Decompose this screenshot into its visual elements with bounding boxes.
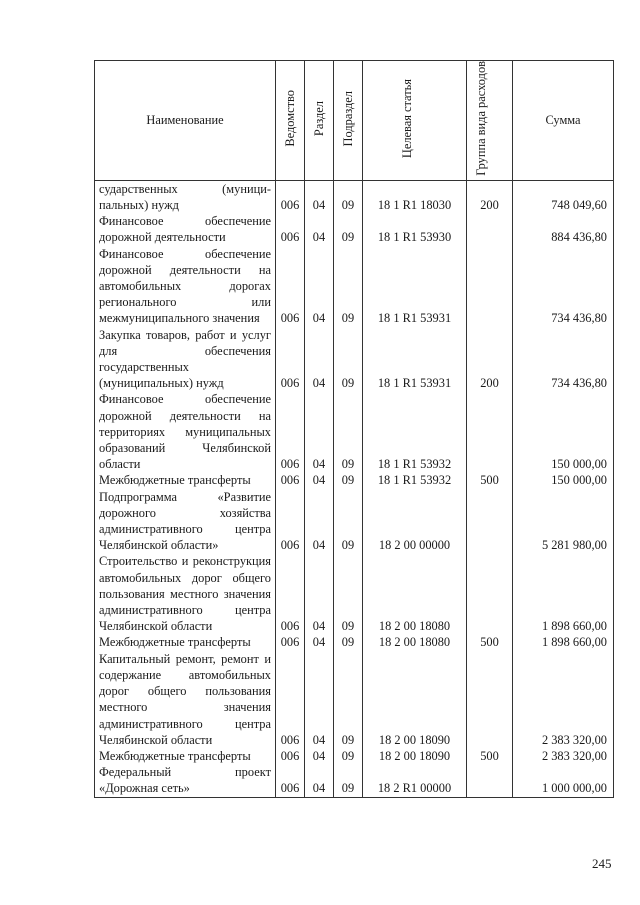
row-celevaya-statya: 18 2 00 18090 (363, 651, 467, 748)
row-celevaya-statya: 18 2 00 18090 (363, 748, 467, 764)
row-razdel: 04 (305, 327, 334, 392)
table-row (95, 489, 614, 554)
row-vedomstvo: 006 (276, 246, 305, 327)
row-summa: 2 383 320,00 (513, 651, 614, 748)
header-podrazdel: Подраздел (334, 61, 363, 181)
row-gruppa-vida (467, 213, 513, 245)
row-podrazdel: 09 (334, 246, 363, 327)
row-summa: 884 436,80 (513, 213, 614, 245)
row-razdel: 04 (305, 246, 334, 327)
row-name: Финансовое обеспечение дорожной деятельности (95, 213, 276, 245)
row-celevaya-statya: 18 1 R1 53931 (363, 246, 467, 327)
row-celevaya-statya: 18 1 R1 53931 (363, 327, 467, 392)
row-vedomstvo: 006 (276, 764, 305, 797)
row-celevaya-statya: 18 2 00 18080 (363, 634, 467, 650)
row-celevaya-statya: 18 2 00 00000 (363, 489, 467, 554)
row-gruppa-vida (467, 651, 513, 748)
row-celevaya-statya: 18 1 R1 53932 (363, 391, 467, 472)
row-gruppa-vida (467, 489, 513, 554)
row-name: сударственных (муници-пальных) нужд (95, 180, 276, 213)
page-number: 245 (592, 856, 612, 871)
row-name: Строительство и реконструкция автомобильных дорог общего пользования местного значения административного центра Челябинской области (95, 553, 276, 634)
row-name: Федеральный проект «Дорожная сеть» (95, 764, 276, 797)
table-row (95, 651, 614, 748)
row-vedomstvo: 006 (276, 327, 305, 392)
row-podrazdel: 09 (334, 180, 363, 213)
row-podrazdel: 09 (334, 651, 363, 748)
row-celevaya-statya: 18 2 00 18080 (363, 553, 467, 634)
row-razdel: 04 (305, 634, 334, 650)
row-vedomstvo: 006 (276, 180, 305, 213)
header-name: Наименование (95, 61, 276, 181)
table-row (95, 391, 614, 472)
row-name: Межбюджетные трансферты (95, 472, 276, 488)
row-razdel: 04 (305, 651, 334, 748)
row-podrazdel: 09 (334, 553, 363, 634)
row-summa: 734 436,80 (513, 246, 614, 327)
header-summa: Сумма (513, 61, 614, 181)
row-summa: 1 000 000,00 (513, 764, 614, 797)
row-vedomstvo: 006 (276, 651, 305, 748)
row-celevaya-statya: 18 1 R1 53930 (363, 213, 467, 245)
row-name: Подпрограмма «Развитие дорожного хозяйства административного центра Челябинской области» (95, 489, 276, 554)
row-gruppa-vida: 200 (467, 327, 513, 392)
row-vedomstvo: 006 (276, 489, 305, 554)
row-name: Межбюджетные трансферты (95, 634, 276, 650)
budget-table (94, 60, 614, 798)
row-summa: 1 898 660,00 (513, 634, 614, 650)
row-razdel: 04 (305, 391, 334, 472)
row-name: Капитальный ремонт, ремонт и содержание автомобильных дорог общего пользования местного значения административного центра Челябинской области (95, 651, 276, 748)
row-gruppa-vida: 200 (467, 180, 513, 213)
header-celevaya-statya: Целевая статья (363, 61, 467, 181)
row-gruppa-vida (467, 553, 513, 634)
row-razdel: 04 (305, 553, 334, 634)
table-row (95, 213, 614, 245)
row-celevaya-statya: 18 2 R1 00000 (363, 764, 467, 797)
header-gruppa-vida: Группа вида расходов (467, 61, 513, 181)
row-podrazdel: 09 (334, 489, 363, 554)
row-podrazdel: 09 (334, 327, 363, 392)
table-row (95, 634, 614, 650)
table-row (95, 180, 614, 213)
row-gruppa-vida (467, 764, 513, 797)
row-vedomstvo: 006 (276, 748, 305, 764)
row-razdel: 04 (305, 748, 334, 764)
row-podrazdel: 09 (334, 391, 363, 472)
row-summa: 2 383 320,00 (513, 748, 614, 764)
row-name: Финансовое обеспечение дорожной деятельности на автомобильных дорогах регионального или межмуниципального значения (95, 246, 276, 327)
row-gruppa-vida: 500 (467, 748, 513, 764)
table-row (95, 472, 614, 488)
row-vedomstvo: 006 (276, 634, 305, 650)
table-row (95, 553, 614, 634)
row-vedomstvo: 006 (276, 472, 305, 488)
row-podrazdel: 09 (334, 764, 363, 797)
row-razdel: 04 (305, 489, 334, 554)
row-vedomstvo: 006 (276, 391, 305, 472)
row-vedomstvo: 006 (276, 213, 305, 245)
row-gruppa-vida (467, 391, 513, 472)
header-razdel: Раздел (305, 61, 334, 181)
row-vedomstvo: 006 (276, 553, 305, 634)
row-celevaya-statya: 18 1 R1 53932 (363, 472, 467, 488)
table-row (95, 246, 614, 327)
row-podrazdel: 09 (334, 748, 363, 764)
row-razdel: 04 (305, 472, 334, 488)
row-summa: 150 000,00 (513, 472, 614, 488)
row-razdel: 04 (305, 213, 334, 245)
row-razdel: 04 (305, 764, 334, 797)
row-gruppa-vida: 500 (467, 634, 513, 650)
row-gruppa-vida (467, 246, 513, 327)
table-header-row (95, 61, 614, 181)
row-podrazdel: 09 (334, 634, 363, 650)
row-razdel: 04 (305, 180, 334, 213)
row-celevaya-statya: 18 1 R1 18030 (363, 180, 467, 213)
table-row (95, 748, 614, 764)
row-name: Закупка товаров, работ и услуг для обеспечения государственных (муниципальных) нужд (95, 327, 276, 392)
row-podrazdel: 09 (334, 472, 363, 488)
row-gruppa-vida: 500 (467, 472, 513, 488)
header-vedomstvo: Ведомство (276, 61, 305, 181)
row-summa: 5 281 980,00 (513, 489, 614, 554)
table-row (95, 764, 614, 797)
row-summa: 748 049,60 (513, 180, 614, 213)
row-summa: 734 436,80 (513, 327, 614, 392)
row-name: Межбюджетные трансферты (95, 748, 276, 764)
table-row (95, 327, 614, 392)
row-podrazdel: 09 (334, 213, 363, 245)
row-summa: 150 000,00 (513, 391, 614, 472)
row-name: Финансовое обеспечение дорожной деятельности на территориях муниципальных образований Челябинской области (95, 391, 276, 472)
row-summa: 1 898 660,00 (513, 553, 614, 634)
